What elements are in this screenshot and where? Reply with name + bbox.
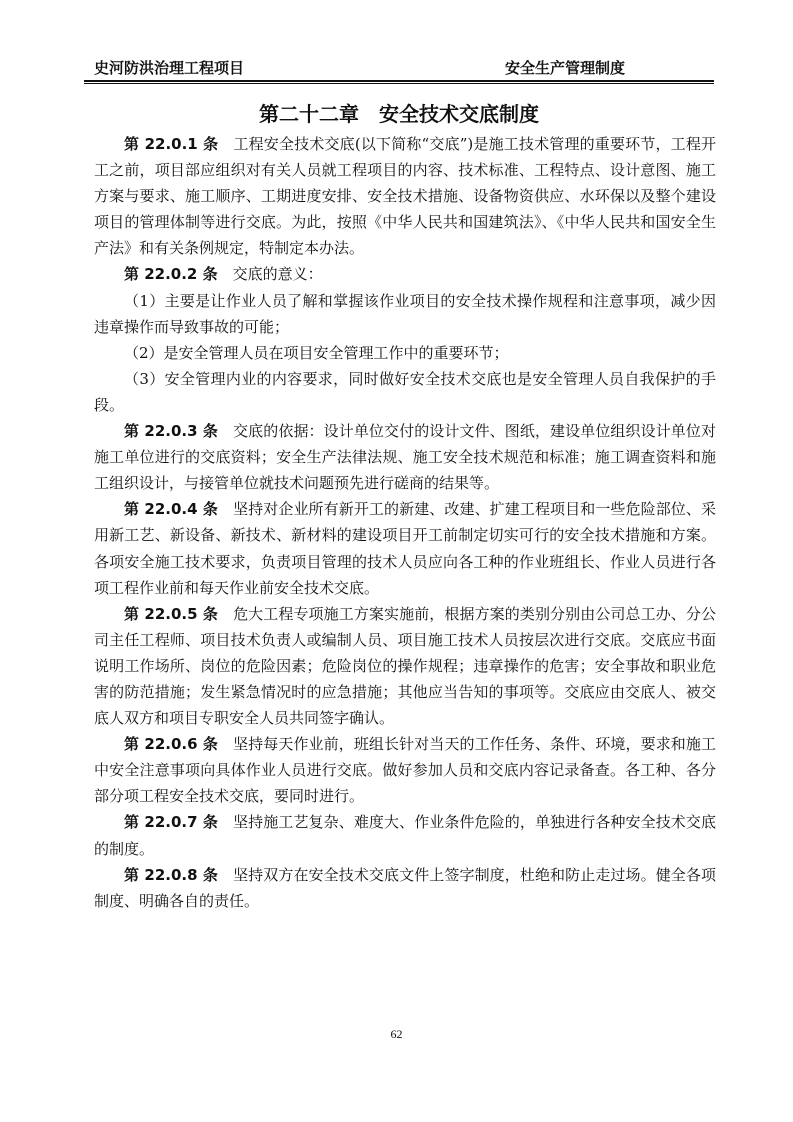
list-item-1 [94, 288, 716, 340]
header-rule-thick [84, 80, 714, 82]
article-text: 坚持对企业所有新开工的新建、改建、扩建工程项目和一些危险部位、采用新工艺、新设备、新技术、新材料的建设项目开工前制定切实可行的安全技术措施和方案。各项安全施工技术要求，负责项目管理的技术人员应向各工种的作业班组长、作业人员进行各项工程作业前和每天作业前安全技术交底。 [94, 500, 716, 597]
article-22-0-6 [94, 731, 716, 809]
article-text: 坚持施工艺复杂、难度大、作业条件危险的，单独进行各种安全技术交底的制度。 [94, 813, 716, 858]
list-item-text: （2）是安全管理人员在项目安全管理工作中的重要环节； [124, 343, 509, 362]
article-number: 第 22.0.1 条 [124, 135, 219, 153]
article-22-0-1 [94, 131, 716, 261]
article-number: 第 22.0.5 条 [124, 604, 218, 623]
article-22-0-8 [94, 862, 716, 914]
list-item-text: （1）主要是让作业人员了解和掌握该作业项目的安全技术操作规程和注意事项，减少因违章操作而导致事故的可能； [94, 291, 716, 336]
running-header [94, 58, 714, 80]
document-body [94, 131, 716, 914]
article-number: 第 22.0.7 条 [124, 813, 218, 832]
header-document-title: 安全生产管理制度 [505, 59, 626, 77]
list-item-2 [94, 340, 716, 366]
article-number: 第 22.0.8 条 [124, 865, 218, 884]
article-number: 第 22.0.2 条 [124, 265, 218, 284]
article-22-0-7 [94, 809, 716, 861]
article-22-0-3 [94, 418, 716, 496]
article-text: 坚持每天作业前，班组长针对当天的工作任务、条件、环境，要求和施工中安全注意事项向具体作业人员进行交底。做好参加人员和交底内容记录备查。各工种、各分部分项工程安全技术交底，要同时进行。 [94, 735, 716, 806]
article-number: 第 22.0.3 条 [124, 422, 218, 441]
list-item-text: （3）安全管理内业的内容要求，同时做好安全技术交底也是安全管理人员自我保护的手段。 [94, 369, 716, 414]
article-text: 交底的意义： [217, 265, 323, 284]
list-item-3 [94, 366, 716, 418]
article-22-0-5 [94, 601, 716, 731]
header-project-name: 史河防洪治理工程项目 [94, 59, 245, 77]
article-number: 第 22.0.4 条 [124, 500, 218, 519]
article-number: 第 22.0.6 条 [124, 735, 218, 754]
article-text: 工程安全技术交底(以下简称“交底”)是施工技术管理的重要环节，工程开工之前，项目部应组织对有关人员就工程项目的内容、技术标准、工程特点、设计意图、施工方案与要求、施工顺序、工期进度安排、安全技术措施、设备物资供应、水环保以及整个建设项目的管理体制等进行交底。为此，按照《中华人民共和国建筑法》、《中华人民共和国安全生产法》和有关条例规定，特制定本办法。 [94, 135, 716, 258]
article-text: 危大工程专项施工方案实施前，根据方案的类别分别由公司总工办、分公司主任工程师、项目技术负责人或编制人员、项目施工技术人员按层次进行交底。交底应书面说明工作场所、岗位的危险因素；危险岗位的操作规程；违章操作的危害；安全事故和职业危害的防范措施；发生紧急情况时的应急措施；其他应当告知的事项等。交底应由交底人、被交底人双方和项目专职安全人员共同签字确认。 [94, 604, 716, 728]
chapter-title: 第二十二章 安全技术交底制度 [259, 102, 539, 127]
header-rule-thin [84, 83, 714, 84]
article-text: 交底的依据：设计单位交付的设计文件、图纸，建设单位组织设计单位对施工单位进行的交底资料；安全生产法律法规、施工安全技术规范和标准；施工调查资料和施工组织设计，与接管单位就技术问题预先进行磋商的结果等。 [94, 422, 716, 493]
page-number: 62 [390, 1027, 403, 1041]
article-text: 坚持双方在安全技术交底文件上签字制度，杜绝和防止走过场。健全各项制度、明确各自的责任。 [94, 865, 716, 910]
article-22-0-4 [94, 496, 716, 600]
article-22-0-2 [94, 261, 716, 287]
